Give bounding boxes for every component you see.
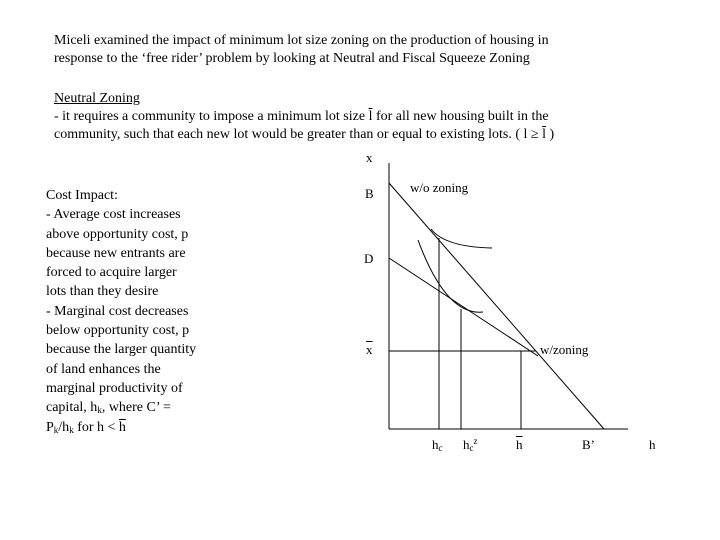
cost-text: for h < bbox=[73, 419, 119, 435]
budget-line-D bbox=[389, 258, 538, 356]
indifference-curve-wo-zoning bbox=[431, 229, 492, 248]
x-label-Bprime: B’ bbox=[582, 437, 595, 452]
cost-text: P bbox=[46, 419, 54, 435]
x-label-hbar: $\overline{h}$ bbox=[516, 437, 523, 452]
y-axis-label: x bbox=[366, 150, 373, 165]
lbar-symbol: $\overline{l}$ bbox=[368, 109, 373, 124]
cost-line: Cost Impact: bbox=[46, 188, 118, 203]
cost-text: /h bbox=[58, 419, 70, 435]
label-B: B bbox=[365, 186, 374, 201]
neutral-line-2-b: ) bbox=[546, 127, 555, 142]
curve-label-without-zoning: w/o zoning bbox=[410, 180, 469, 195]
cost-line: marginal productivity of bbox=[46, 380, 183, 396]
cost-line: below opportunity cost, p bbox=[46, 323, 190, 339]
indifference-curve-w-zoning bbox=[418, 240, 483, 312]
cost-line: - Average cost increases bbox=[46, 207, 181, 223]
neutral-line-2-a: community, such that each new lot would be greater than or equal to existing lots. ( l ≥ bbox=[54, 127, 543, 142]
intro-line-2: response to the ‘free rider’ problem by looking at Neutral and Fiscal Squeeze Zoning bbox=[54, 51, 530, 66]
cost-line: forced to acquire larger bbox=[46, 265, 177, 281]
subscript: k bbox=[97, 405, 102, 416]
subscript: c bbox=[438, 443, 443, 453]
subscript: c bbox=[469, 443, 474, 453]
neutral-line-1-b: for all new housing built in the bbox=[372, 109, 549, 124]
label-D: D bbox=[364, 251, 374, 266]
label-xbar: $\overline{x}$ bbox=[366, 342, 373, 357]
x-label-text: h bbox=[432, 437, 439, 452]
cost-line: above opportunity cost, p bbox=[46, 226, 189, 242]
cost-line: because new entrants are bbox=[46, 245, 186, 261]
neutral-line-1-a: - it requires a community to impose a minimum lot size bbox=[54, 109, 369, 124]
subscript: k bbox=[53, 424, 59, 435]
intro-line-1: Miceli examined the impact of minimum lot size zoning on the production of housing in bbox=[54, 33, 549, 48]
x-label-hcz bbox=[463, 437, 478, 452]
superscript: z bbox=[473, 436, 478, 446]
x-label-h: h bbox=[649, 437, 656, 452]
cost-text: capital, h bbox=[46, 400, 98, 416]
x-label-text: h bbox=[463, 437, 470, 452]
cost-line: lots than they desire bbox=[46, 284, 159, 300]
cost-line: of land enhances the bbox=[46, 361, 161, 377]
cost-text: , where C’ = bbox=[101, 400, 171, 416]
lbar-symbol-2: $\overline{l}$ bbox=[542, 127, 546, 142]
subscript: k bbox=[69, 424, 74, 435]
x-label-hc bbox=[432, 437, 443, 452]
hbar-symbol: $\overline{h}$ bbox=[118, 419, 126, 435]
section-title-neutral-zoning: Neutral Zoning bbox=[54, 91, 140, 106]
budget-line-B bbox=[389, 183, 604, 429]
curve-label-with-zoning: w/zoning bbox=[540, 342, 589, 357]
cost-line: - Marginal cost decreases bbox=[46, 303, 189, 319]
cost-line: because the larger quantity bbox=[46, 342, 197, 358]
